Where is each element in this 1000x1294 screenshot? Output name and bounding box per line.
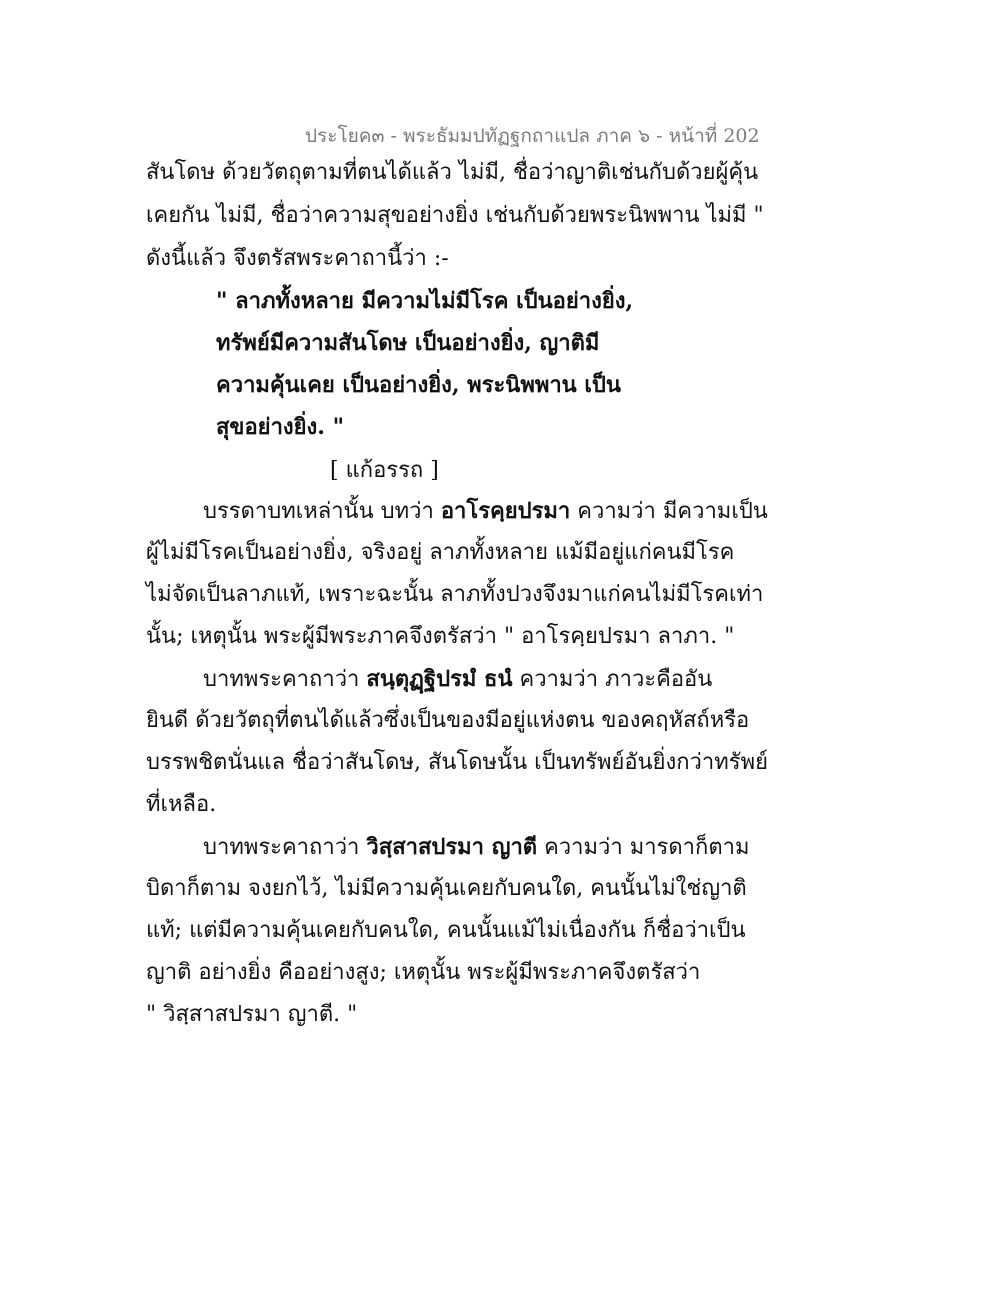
paragraph-line: ที่เหลือ.	[146, 792, 217, 817]
paragraph-text: บรรดาบทเหล่านั้น บทว่า	[203, 499, 441, 524]
paragraph-line: บรรพชิตนั่นแล ชื่อว่าสันโดษ, สันโดษนั้น เป็นทรัพย์อันยิ่งกว่าทรัพย์	[146, 750, 768, 775]
paragraph-text: บาทพระคาถาว่า	[203, 667, 367, 692]
paragraph-line: แท้; แต่มีความคุ้นเคยกับคนใด, คนนั้นแม้ไม่เนื่องกัน ก็ชื่อว่าเป็น	[146, 918, 746, 943]
paragraph-line: ผู้ไม่มีโรคเป็นอย่างยิ่ง, จริงอยู่ ลาภทั้งหลาย แม้มีอยู่แก่คนมีโรค	[146, 540, 735, 565]
paragraph-line: นั้น; เหตุนั้น พระผู้มีพระภาคจึงตรัสว่า " อาโรคฺยปรมา ลาภา. "	[146, 624, 735, 649]
section-heading: [ แก้อรรถ ]	[330, 458, 439, 483]
pali-term: วิสฺสาสปรมา ญาตี	[366, 834, 538, 860]
paragraph-line: " วิสฺสาสปรมา ญาตี. "	[146, 1002, 358, 1027]
paragraph-text: ความว่า ภาวะคืออัน	[512, 667, 713, 692]
intro-line: สันโดษ ด้วยวัตถุตามที่ตนได้แล้ว ไม่มี, ชื่อว่าญาติเช่นกับด้วยผู้คุ้น	[146, 160, 759, 185]
pali-term: สนฺตุฏฺฐิปรมํ ธนํ	[366, 666, 513, 692]
paragraph-first-line	[203, 832, 749, 863]
intro-line: เคยกัน ไม่มี, ชื่อว่าความสุขอย่างยิ่ง เช่นกับด้วยพระนิพพาน ไม่มี "	[146, 203, 764, 228]
verse-line: " ลาภทั้งหลาย มีความไม่มีโรค เป็นอย่างยิ่ง,	[216, 288, 634, 314]
paragraph-text: ความว่า มารดาก็ตาม	[537, 835, 750, 860]
verse-line: ความคุ้นเคย เป็นอย่างยิ่ง, พระนิพพาน เป็น	[216, 372, 621, 398]
paragraph-line: ญาติ อย่างยิ่ง คืออย่างสูง; เหตุนั้น พระผู้มีพระภาคจึงตรัสว่า	[146, 960, 701, 985]
pali-term: อาโรคฺยปรมา	[440, 498, 571, 524]
intro-line: ดังนี้แล้ว จึงตรัสพระคาถานี้ว่า :-	[146, 246, 449, 271]
paragraph-first-line	[203, 496, 768, 527]
paragraph-text: บาทพระคาถาว่า	[203, 835, 367, 860]
page-header: ประโยค๓ - พระธัมมปทัฏฐกถาแปล ภาค ๖ - หน้าที่ 202	[305, 125, 760, 147]
paragraph-first-line	[203, 664, 712, 695]
paragraph-line: ไม่จัดเป็นลาภแท้, เพราะฉะนั้น ลาภทั้งปวงจึงมาแก่คนไม่มีโรคเท่า	[146, 582, 764, 607]
verse-line: สุขอย่างยิ่ง. "	[216, 414, 345, 440]
paragraph-line: บิดาก็ตาม จงยกไว้, ไม่มีความคุ้นเคยกับคนใด, คนนั้นไม่ใช่ญาติ	[146, 876, 747, 901]
paragraph-line: ยินดี ด้วยวัตถุที่ตนได้แล้วซึ่งเป็นของมีอยู่แห่งตน ของคฤหัสถ์หรือ	[146, 708, 750, 733]
paragraph-text: ความว่า มีความเป็น	[570, 499, 768, 524]
verse-line: ทรัพย์มีความสันโดษ เป็นอย่างยิ่ง, ญาติมี	[216, 330, 600, 356]
